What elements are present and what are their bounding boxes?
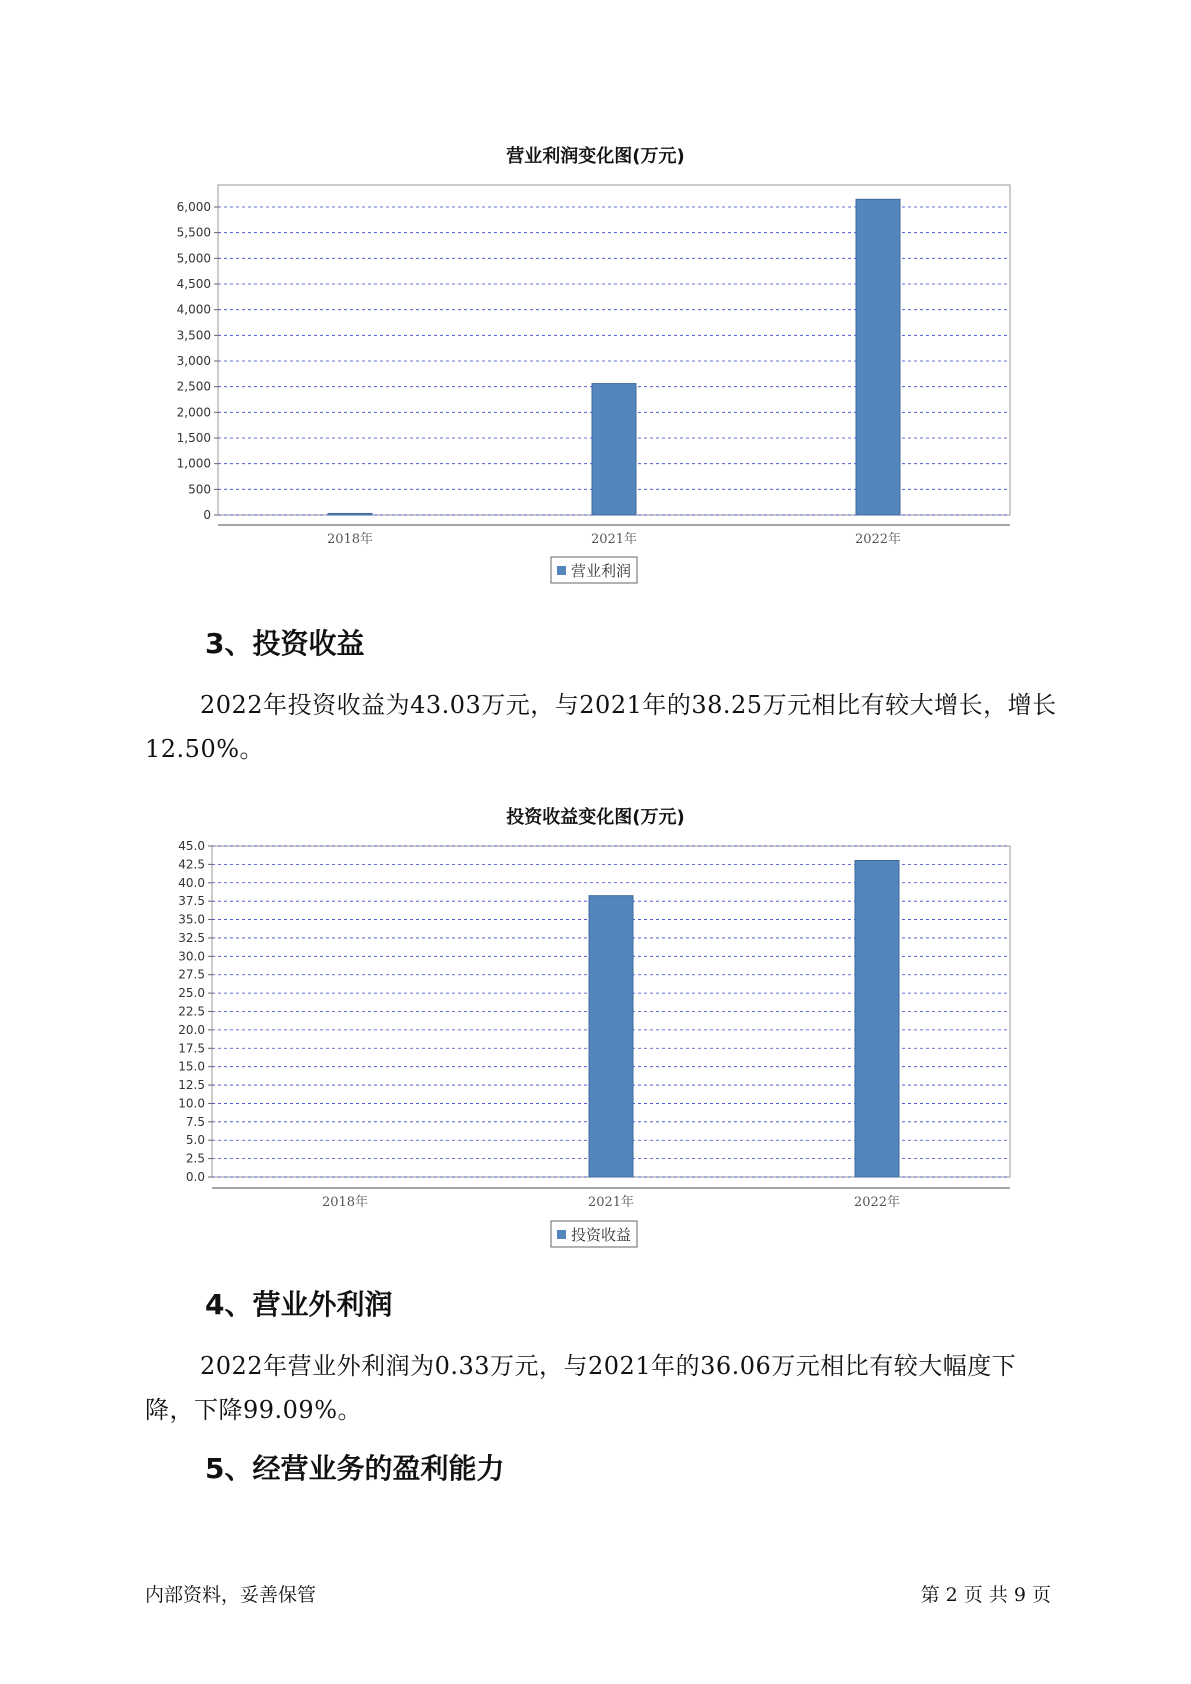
y-tick-label: 30.0: [178, 949, 205, 964]
y-tick-label: 15.0: [178, 1059, 205, 1074]
x-category-label: 2022年: [853, 1195, 901, 1210]
legend-label: 营业利润: [571, 562, 632, 580]
y-tick-label: 45.0: [178, 839, 205, 853]
x-category-label: 2021年: [590, 532, 638, 547]
y-tick-label: 5.0: [185, 1133, 205, 1148]
y-tick-label: 22.5: [178, 1004, 205, 1019]
footer-page-number: 第 2 页 共 9 页: [920, 1584, 1051, 1606]
y-tick-label: 20.0: [178, 1022, 205, 1037]
y-tick-label: 2,500: [176, 379, 211, 394]
y-tick-label: 4,000: [176, 302, 211, 317]
section-5-heading: 5、经营业务的盈利能力: [205, 1452, 505, 1485]
y-tick-label: 10.0: [178, 1096, 205, 1111]
y-tick-label: 4,500: [176, 277, 211, 291]
x-category-label: 2021年: [587, 1195, 635, 1210]
y-tick-label: 40.0: [178, 875, 205, 890]
y-tick-label: 42.5: [178, 857, 205, 872]
section-4-paragraph: 2022年营业外利润为0.33万元，与2021年的36.06万元相比有较大幅度下降，下降99.09%。: [145, 1352, 1017, 1424]
y-tick-label: 37.5: [178, 894, 205, 909]
y-tick-label: 12.5: [178, 1078, 205, 1093]
chart-2-title: 投资收益变化图(万元): [506, 807, 685, 828]
y-tick-label: 35.0: [178, 912, 205, 927]
y-tick-label: 3,500: [176, 328, 211, 343]
footer-confidential-note: 内部资料，妥善保管: [145, 1584, 317, 1606]
legend: [551, 1221, 637, 1247]
x-category-label: 2022年: [854, 532, 902, 547]
y-tick-label: 27.5: [178, 967, 205, 982]
y-tick-label: 2.5: [185, 1151, 205, 1166]
y-tick-label: 6,000: [176, 200, 211, 214]
chart-1-title: 营业利润变化图(万元): [506, 146, 685, 167]
section-4-heading: 4、营业外利润: [205, 1288, 393, 1321]
y-tick-label: 32.5: [178, 930, 205, 945]
y-tick-label: 2,000: [176, 405, 211, 420]
x-category-label: 2018年: [321, 1195, 369, 1210]
y-tick-label: 1,000: [176, 456, 211, 471]
section-3-paragraph: 2022年投资收益为43.03万元，与2021年的38.25万元相比有较大增长，增长12.50%。: [145, 691, 1057, 763]
y-tick-label: 5,500: [176, 225, 211, 240]
legend-swatch: [557, 1230, 566, 1239]
y-tick-label: 1,500: [176, 431, 211, 445]
y-tick-label: 3,000: [176, 354, 211, 368]
bar-2021年: [589, 896, 633, 1177]
y-tick-label: 0.0: [185, 1170, 205, 1184]
bar-2022年: [855, 860, 899, 1177]
y-tick-label: 500: [188, 482, 211, 497]
y-tick-label: 7.5: [185, 1114, 205, 1129]
y-tick-label: 25.0: [178, 986, 205, 1001]
y-tick-label: 5,000: [176, 251, 211, 266]
y-tick-label: 17.5: [178, 1041, 205, 1056]
y-tick-label: 0: [203, 508, 211, 522]
legend-label: 投资收益: [571, 1226, 632, 1244]
section-3-heading: 3、投资收益: [205, 627, 365, 660]
x-category-label: 2018年: [326, 532, 374, 547]
